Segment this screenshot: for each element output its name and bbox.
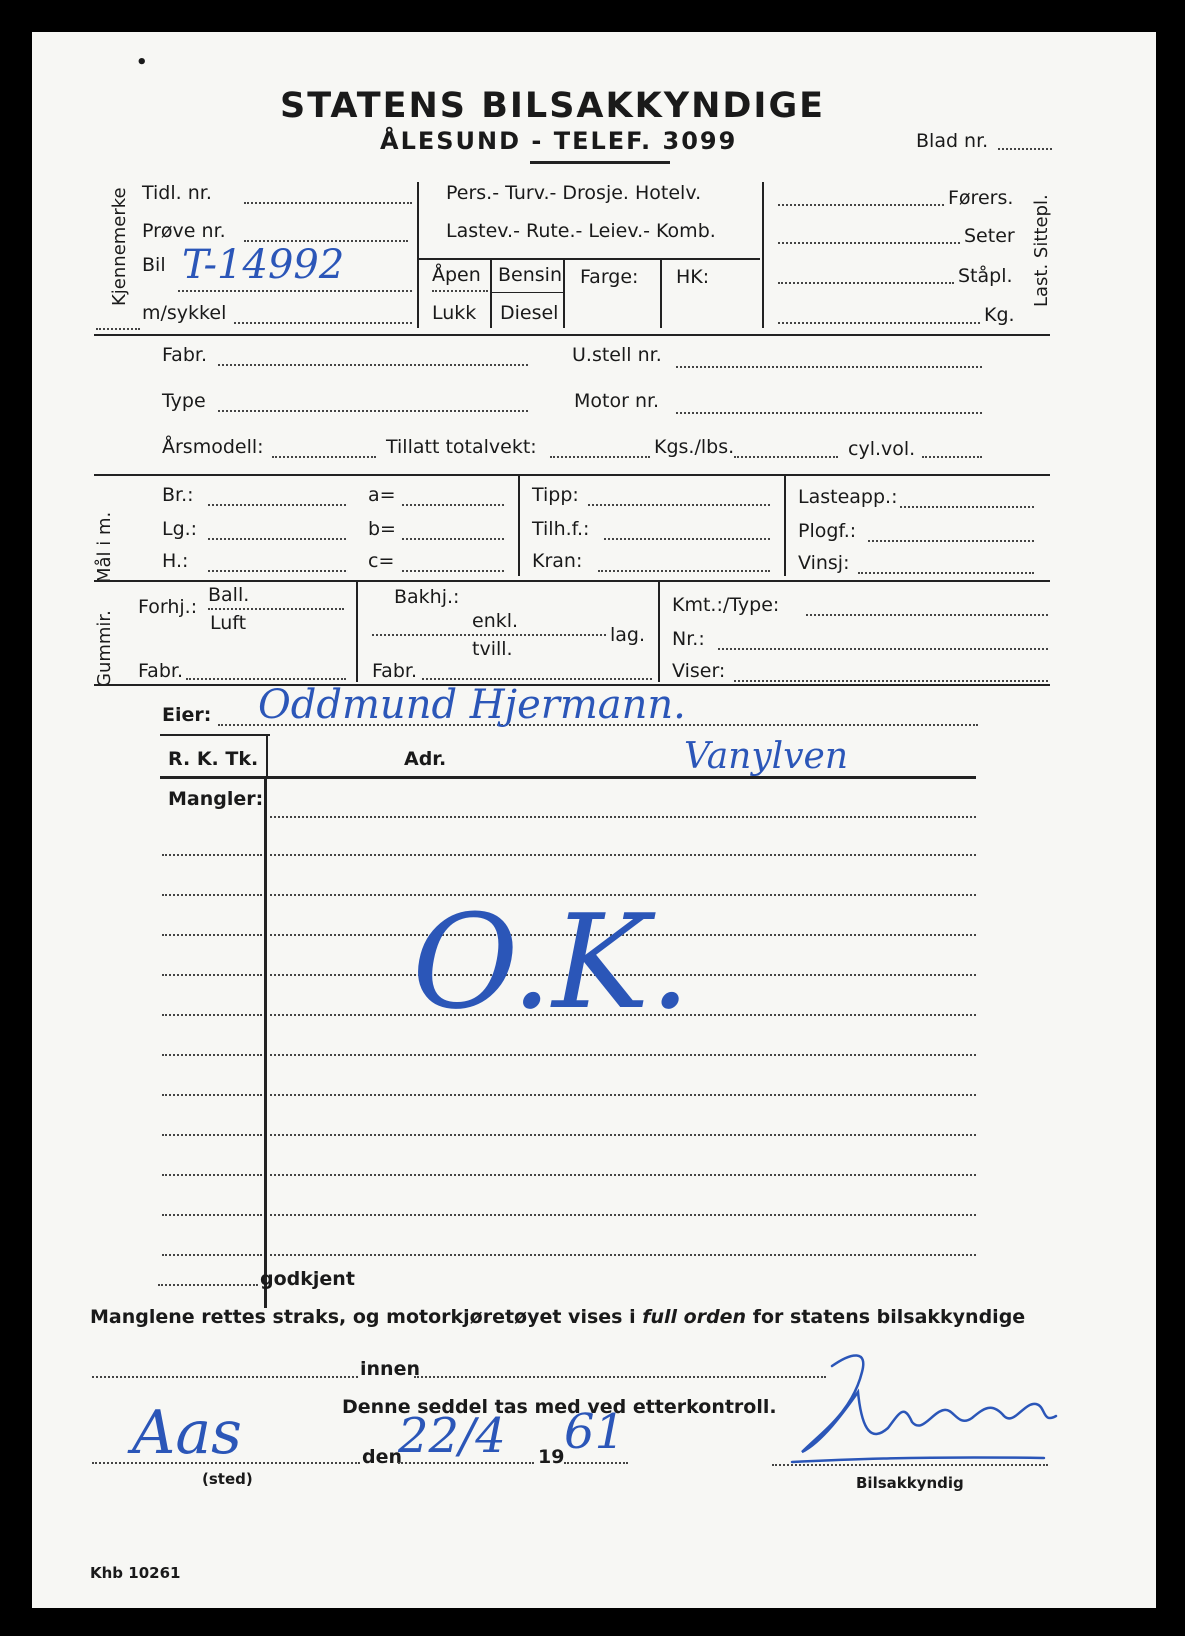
tilhf-label: Tilh.f.: xyxy=(532,518,590,540)
rktk-line[interactable] xyxy=(162,1174,262,1176)
den-label: den xyxy=(362,1446,403,1468)
seter-label: Seter xyxy=(964,225,1015,247)
forhj-label: Forhj.: xyxy=(138,596,198,618)
signature-stroke xyxy=(792,1355,1056,1462)
forhj-fabr-field[interactable] xyxy=(186,678,346,680)
c-label: c= xyxy=(368,550,395,572)
tyres-side-label: Gummir. xyxy=(94,610,115,687)
divider-v5 xyxy=(762,182,764,328)
rktk-label: R. K. Tk. xyxy=(168,748,259,770)
ustell-nr-field[interactable] xyxy=(676,366,982,368)
mangler-line[interactable] xyxy=(270,1254,976,1256)
luft-label: Luft xyxy=(210,612,247,634)
rktk-line[interactable] xyxy=(162,1134,262,1136)
apen-label: Åpen xyxy=(432,264,481,286)
ustell-nr-label: U.stell nr. xyxy=(572,344,662,366)
kmt-type-label: Kmt.:/Type: xyxy=(672,594,780,616)
bakhj-label: Bakhj.: xyxy=(394,586,460,608)
lg-label: Lg.: xyxy=(162,518,198,540)
ball-label: Ball. xyxy=(208,584,250,606)
rktk-line[interactable] xyxy=(162,1094,262,1096)
kgs-lbs-label: Kgs./lbs. xyxy=(654,436,735,458)
kgs-field[interactable] xyxy=(734,456,838,458)
ball-luft-separator xyxy=(208,608,344,610)
tilhf-field[interactable] xyxy=(604,538,770,540)
rktk-top-rule xyxy=(160,734,270,736)
blad-nr-label: Blad nr. xyxy=(916,130,989,152)
tillatt-totalvekt-label: Tillatt totalvekt: xyxy=(386,436,537,458)
godkjent-field[interactable] xyxy=(158,1284,258,1286)
mangler-line[interactable] xyxy=(270,1134,976,1136)
etterkontroll-text: Denne seddel tas med ved etterkontroll. xyxy=(342,1396,777,1418)
bensin-label: Bensin xyxy=(498,264,562,286)
mangler-line[interactable] xyxy=(270,1174,976,1176)
a-label: a= xyxy=(368,484,396,506)
vehicle-types-rule xyxy=(418,258,760,260)
rktk-line[interactable] xyxy=(162,1254,262,1256)
godkjent-label: godkjent xyxy=(260,1268,355,1290)
year-handwritten-value: 61 xyxy=(564,1404,626,1460)
rktk-line[interactable] xyxy=(162,1214,262,1216)
h-label: H.: xyxy=(162,550,189,572)
nr-field[interactable] xyxy=(718,648,1048,650)
year-prefix: 19 xyxy=(538,1446,565,1468)
plogf-label: Plogf.: xyxy=(798,520,857,542)
bakhj-field[interactable] xyxy=(372,634,606,636)
form-code: Khb 10261 xyxy=(90,1564,181,1582)
br-field[interactable] xyxy=(208,504,346,506)
innen-field-left[interactable] xyxy=(92,1376,358,1378)
divider-v4 xyxy=(660,258,662,328)
rktk-line[interactable] xyxy=(162,974,262,976)
rktk-divider xyxy=(266,734,268,778)
hk-label: HK: xyxy=(676,266,710,288)
rktk-line[interactable] xyxy=(162,1014,262,1016)
vinsj-field[interactable] xyxy=(858,572,1034,574)
mangler-label: Mangler: xyxy=(168,788,264,810)
lag-label: lag. xyxy=(610,624,646,646)
mangler-line[interactable] xyxy=(270,854,976,856)
mangler-divider xyxy=(264,778,267,1308)
b-field[interactable] xyxy=(402,538,504,540)
blad-nr-field[interactable] xyxy=(998,148,1052,150)
cyl-vol-field[interactable] xyxy=(922,456,982,458)
type-field[interactable] xyxy=(218,410,528,412)
plogf-field[interactable] xyxy=(868,540,1034,542)
mark-dot: • xyxy=(136,52,148,73)
fabr-label: Fabr. xyxy=(162,344,207,366)
motor-nr-label: Motor nr. xyxy=(574,390,660,412)
fabr-field[interactable] xyxy=(218,364,528,366)
forers-field[interactable] xyxy=(778,204,944,206)
divider-v3 xyxy=(563,258,565,328)
a-field[interactable] xyxy=(402,504,504,506)
mangler-line[interactable] xyxy=(270,1214,976,1216)
c-field[interactable] xyxy=(402,570,504,572)
forhj-fabr-label: Fabr. xyxy=(138,660,183,682)
dimensions-side-label: Mål i m. xyxy=(94,511,115,583)
apen-lukk-separator xyxy=(432,290,488,292)
eier-label: Eier: xyxy=(162,704,212,726)
prove-nr-label: Prøve nr. xyxy=(142,220,226,242)
m-sykkel-field[interactable] xyxy=(234,322,412,324)
adr-label: Adr. xyxy=(404,748,447,770)
notice-text xyxy=(90,1306,1025,1328)
bil-field[interactable] xyxy=(178,290,412,292)
divider-v2 xyxy=(490,258,492,328)
cyl-vol-label: cyl.vol. xyxy=(848,438,916,460)
innen-label: innen xyxy=(360,1358,420,1380)
viser-label: Viser: xyxy=(672,660,726,682)
inspection-form xyxy=(32,32,1156,1608)
mangler-handwritten-value: O.K. xyxy=(412,886,691,1038)
kg-field[interactable] xyxy=(778,322,980,324)
kran-label: Kran: xyxy=(532,550,583,572)
mangler-line[interactable] xyxy=(270,1054,976,1056)
bakhj-fabr-field[interactable] xyxy=(422,678,652,680)
kjennemerke-side-label: Kjennemerke xyxy=(109,187,130,306)
seter-field[interactable] xyxy=(778,242,960,244)
divider-v8 xyxy=(356,580,358,682)
form-subtitle: ÅLESUND - TELEF. 3099 xyxy=(380,127,738,155)
tipp-label: Tipp: xyxy=(532,484,579,506)
bakhj-fabr-label: Fabr. xyxy=(372,660,417,682)
form-title: STATENS BILSAKKYNDIGE xyxy=(280,86,826,126)
kmt-type-field[interactable] xyxy=(806,614,1048,616)
viser-field[interactable] xyxy=(734,680,1048,682)
diesel-label: Diesel xyxy=(500,302,559,324)
lasteapp-label: Lasteapp.: xyxy=(798,486,898,508)
stapl-field[interactable] xyxy=(778,282,954,284)
divider-v9 xyxy=(658,580,660,682)
seats-side-label: Last. Sittepl. xyxy=(1031,194,1052,307)
section-rule-1 xyxy=(94,334,1050,336)
notice-emphasis: full orden xyxy=(642,1306,747,1328)
tidl-nr-field[interactable] xyxy=(244,202,412,204)
arsmodell-field[interactable] xyxy=(272,456,376,458)
farge-label: Farge: xyxy=(580,266,639,288)
section-rule-2 xyxy=(94,474,1050,476)
bil-label: Bil xyxy=(142,254,166,276)
nr-label: Nr.: xyxy=(672,628,705,650)
rktk-line[interactable] xyxy=(162,1054,262,1056)
lg-field[interactable] xyxy=(208,538,346,540)
forers-label: Førers. xyxy=(948,187,1014,209)
divider-v1 xyxy=(417,182,419,328)
m-sykkel-label: m/sykkel xyxy=(142,302,227,324)
bilsakkyndig-label: Bilsakkyndig xyxy=(856,1474,964,1492)
section-rule-3 xyxy=(94,580,1050,582)
rktk-bottom-rule xyxy=(160,776,976,779)
lasteapp-field[interactable] xyxy=(900,506,1034,508)
h-field[interactable] xyxy=(208,570,346,572)
kg-label: Kg. xyxy=(984,304,1015,326)
enkl-label: enkl. xyxy=(472,610,519,632)
b-label: b= xyxy=(368,518,396,540)
bil-handwritten-value: T-14992 xyxy=(182,242,345,288)
notice-part-1: Manglene rettes straks, og motorkjøretøyet vises i xyxy=(90,1306,643,1328)
innen-field-right[interactable] xyxy=(414,1376,826,1378)
sted-label: (sted) xyxy=(202,1470,253,1488)
date-handwritten-value: 22/4 xyxy=(398,1408,506,1464)
bensin-diesel-separator xyxy=(491,292,563,293)
totalvekt-field[interactable] xyxy=(550,456,650,458)
year-field[interactable] xyxy=(564,1462,628,1464)
br-label: Br.: xyxy=(162,484,194,506)
tidl-nr-label: Tidl. nr. xyxy=(142,182,212,204)
rktk-line[interactable] xyxy=(162,894,262,896)
tipp-field[interactable] xyxy=(588,504,770,506)
m-sykkel-lead xyxy=(96,328,140,330)
eier-handwritten-value: Oddmund Hjermann. xyxy=(258,682,686,728)
stapl-label: Ståpl. xyxy=(958,265,1013,287)
kran-field[interactable] xyxy=(598,570,770,572)
bilsakkyndig-field[interactable] xyxy=(772,1464,1048,1466)
vinsj-label: Vinsj: xyxy=(798,552,850,574)
vehicle-types-row1: Pers.- Turv.- Drosje. Hotelv. xyxy=(446,182,702,204)
rktk-line[interactable] xyxy=(162,934,262,936)
divider-v7 xyxy=(784,474,786,576)
subtitle-underline xyxy=(530,161,670,164)
arsmodell-label: Årsmodell: xyxy=(162,436,264,458)
mangler-line[interactable] xyxy=(270,1094,976,1096)
rktk-line[interactable] xyxy=(162,854,262,856)
motor-nr-field[interactable] xyxy=(676,412,982,414)
sted-handwritten-value: Aas xyxy=(132,1398,242,1468)
mangler-line[interactable] xyxy=(270,816,976,818)
notice-part-2: for statens bilsakkyndige xyxy=(746,1306,1026,1328)
type-label: Type xyxy=(162,390,206,412)
lukk-label: Lukk xyxy=(432,302,477,324)
adr-handwritten-value: Vanylven xyxy=(684,736,849,777)
sted-field[interactable] xyxy=(92,1462,360,1464)
divider-v6 xyxy=(518,474,520,576)
vehicle-types-row2: Lastev.- Rute.- Leiev.- Komb. xyxy=(446,220,716,242)
tvill-label: tvill. xyxy=(472,638,513,660)
